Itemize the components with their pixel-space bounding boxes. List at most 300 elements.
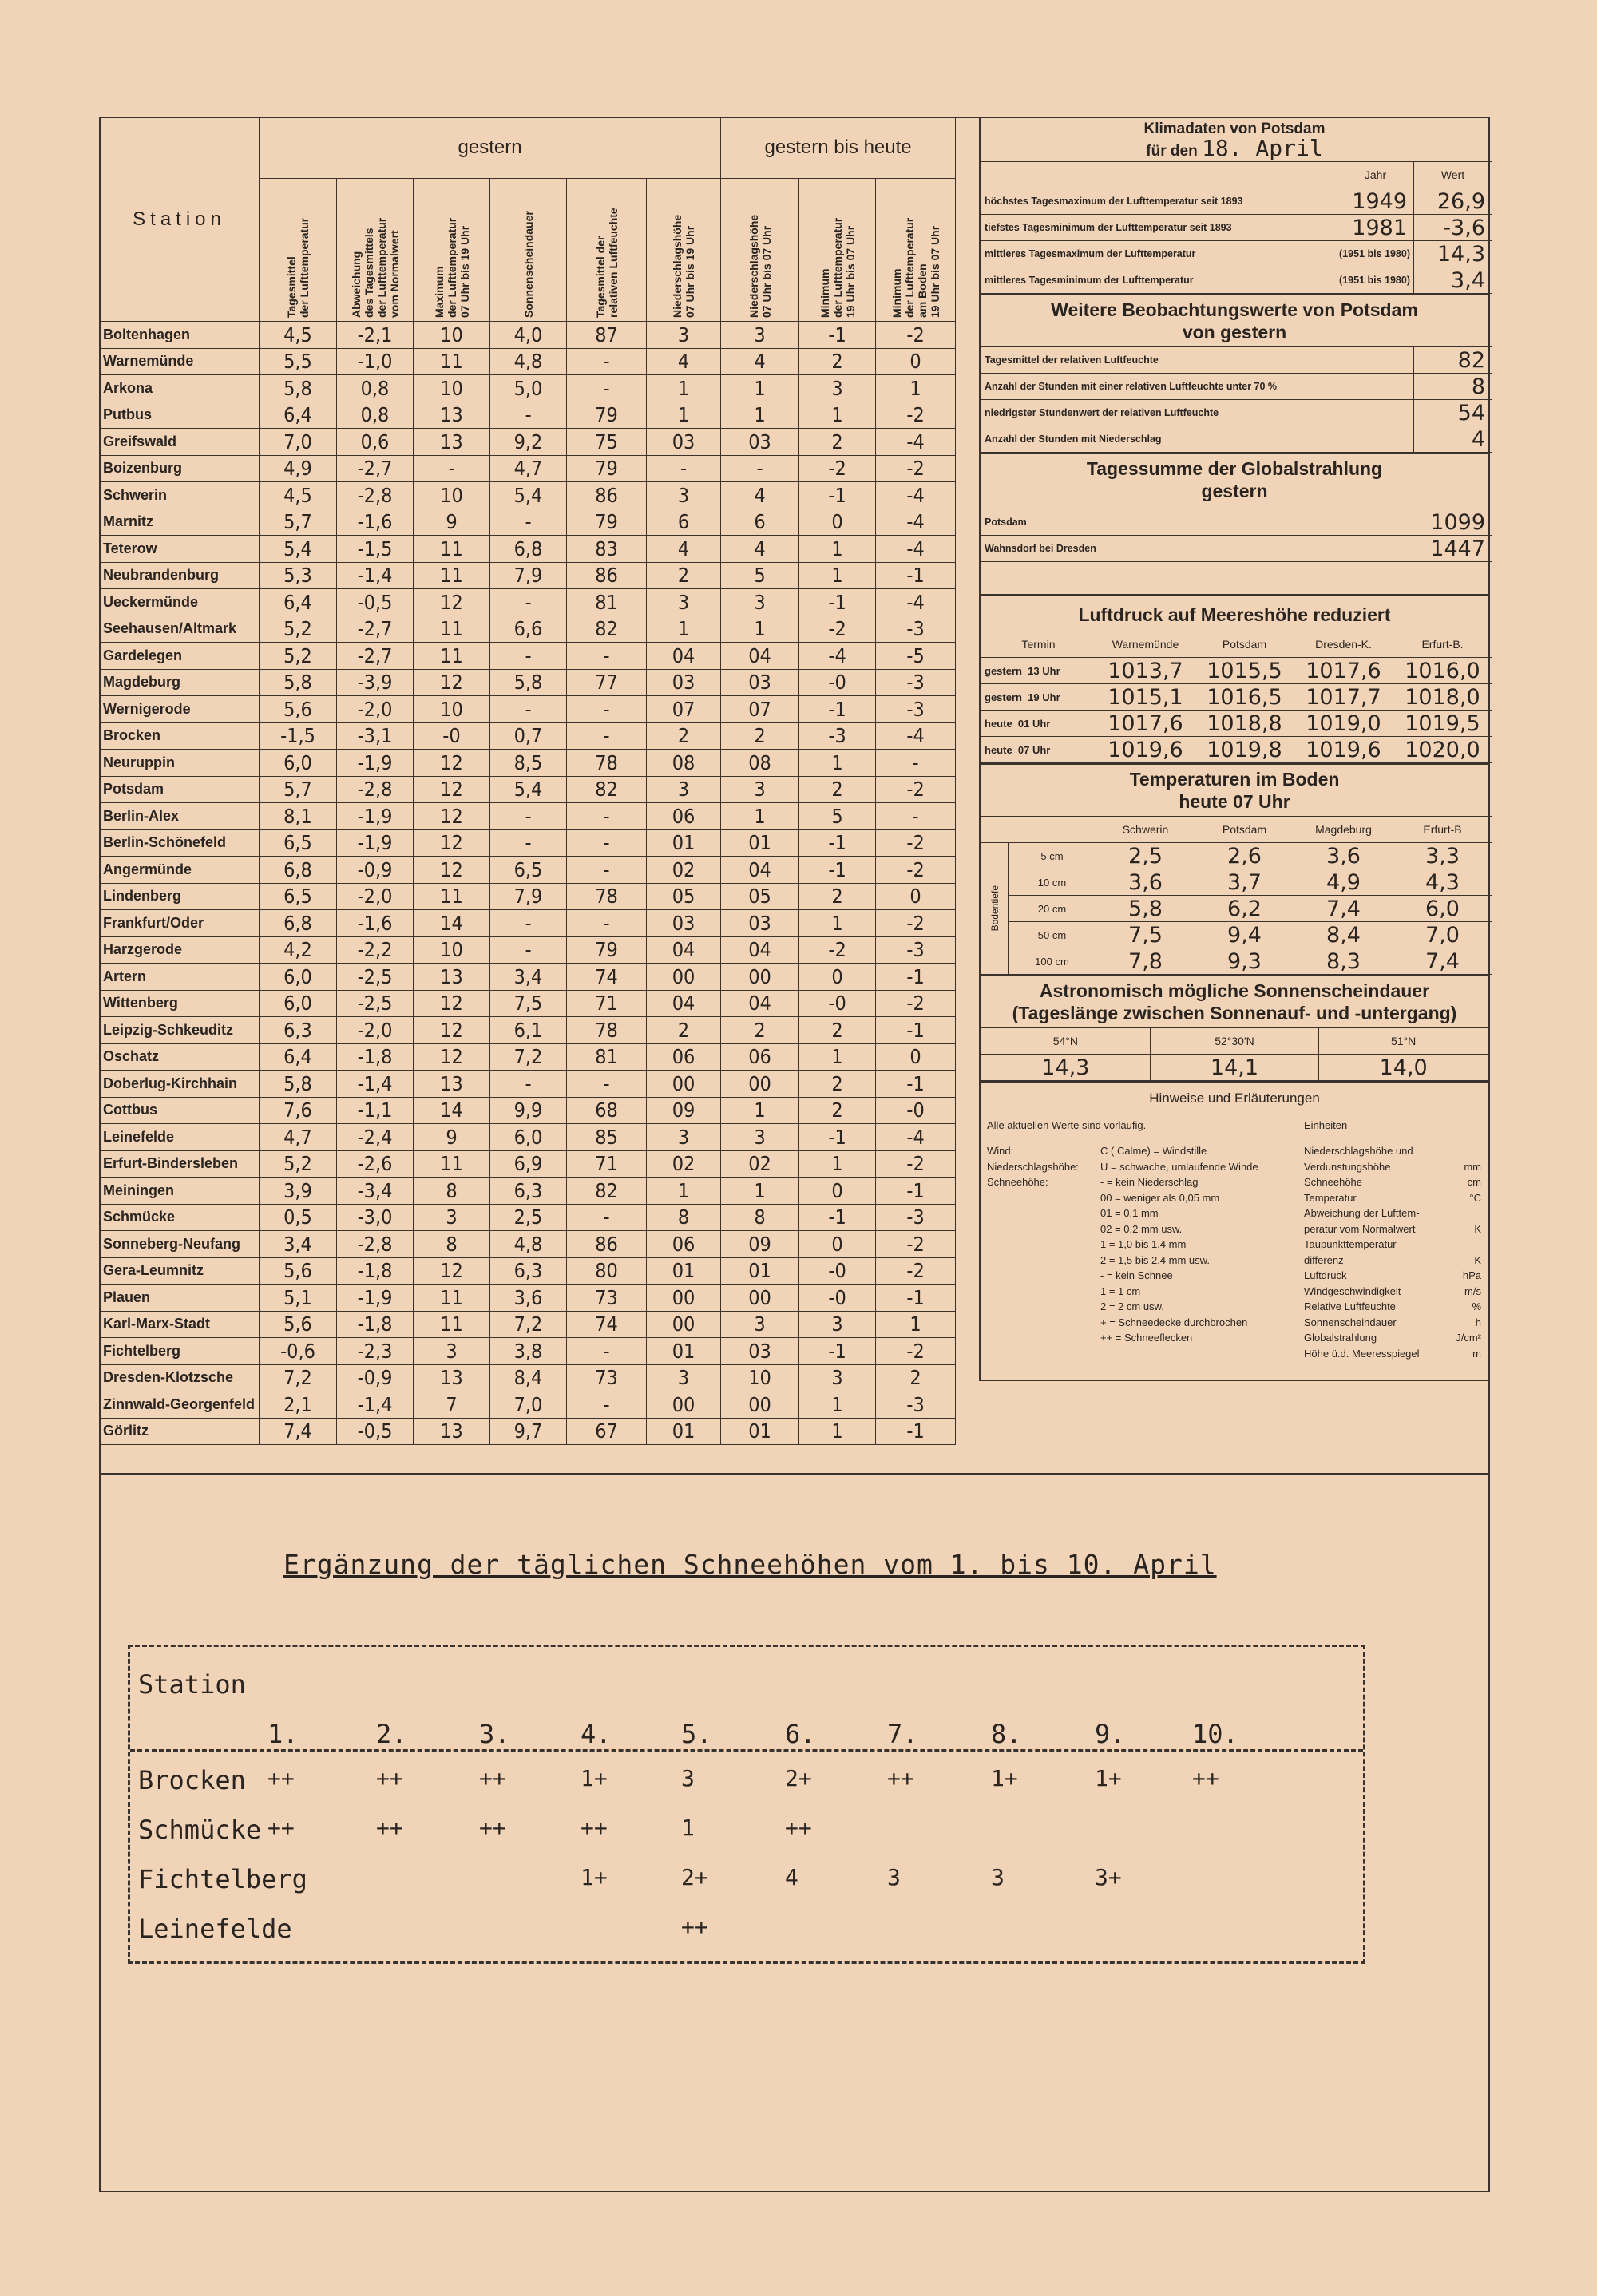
station-value: 5,2 [260,1150,337,1178]
snow-value: ++ [581,1815,608,1841]
unit-symbol: mm [1464,1160,1481,1173]
table-row [100,1204,956,1231]
station-value: 08 [647,750,721,777]
station-value: -1,8 [337,1257,414,1285]
astro-box [979,975,1490,1081]
station-value: 1 [799,750,876,777]
station-value: 80 [567,1257,647,1285]
weitere-value: 54 [1414,400,1492,426]
station-value: 1 [721,1178,799,1205]
table-row [100,375,956,402]
snow-value: 4 [785,1864,798,1890]
station-value: 5,7 [260,776,337,803]
station-value: 04 [721,857,799,884]
station-value: 4,7 [260,1124,337,1151]
luftdruck-value: 1019,6 [1096,737,1195,763]
station-value: -1,9 [337,829,414,857]
astro-latitude: 52°30'N [1150,1028,1319,1055]
station-value: 10 [414,936,490,964]
station-value: -2 [876,1338,956,1365]
station-value: -1,0 [337,348,414,375]
station-value: - [490,402,567,429]
station-value: 6,5 [260,883,337,910]
snow-value: ++ [887,1765,914,1791]
luftdruck-termin: heute 01 Uhr [981,711,1096,737]
station-name: Warnemünde [100,348,260,375]
station-name: Teterow [100,536,260,563]
table-row [100,1364,956,1391]
station-value: 14 [414,910,490,937]
station-value: -2,5 [337,990,414,1017]
unit-row [1304,1268,1481,1284]
column-header [260,179,337,322]
station-name: Leinefelde [100,1124,260,1151]
station-value: 4,7 [490,455,567,482]
unit-row [1304,1205,1481,1221]
luftdruck-value: 1018,8 [1195,711,1294,737]
boden-row [981,896,1492,922]
global-value: 1099 [1337,509,1492,536]
table-row [100,1043,956,1071]
station-value: -2 [876,322,956,349]
station-value: 3 [721,776,799,803]
klima-wert: -3,6 [1414,215,1492,241]
table-row [100,536,956,563]
station-value: 2 [799,1097,876,1124]
station-value: 6 [647,509,721,536]
station-value: 5,8 [260,1071,337,1098]
boden-value: 3,6 [1294,843,1393,869]
station-value: 8 [414,1231,490,1258]
hinweis-item: U = schwache, umlaufende Winde [1100,1160,1258,1173]
station-value: 2,1 [260,1391,337,1419]
station-value: 85 [567,1124,647,1151]
station-value: 00 [647,964,721,991]
station-value: 6,0 [260,750,337,777]
hinweise-intro: Alle aktuellen Werte sind vorläufig. [987,1119,1147,1131]
table-row [100,1071,956,1098]
table-row [100,455,956,482]
luftdruck-header: Termin [981,631,1096,658]
station-value: -2,0 [337,1017,414,1044]
station-value: 12 [414,857,490,884]
station-value: 03 [647,910,721,937]
boden-value: 3,6 [1096,869,1195,896]
station-name: Putbus [100,402,260,429]
boden-title: Temperaturen im Boden [1129,769,1340,790]
hinweis-item: 00 = weniger als 0,05 mm [1100,1191,1220,1204]
station-value: 8,1 [260,803,337,830]
unit-row [1304,1253,1481,1269]
station-value: -2,6 [337,1150,414,1178]
station-value: -1 [876,1017,956,1044]
boden-value: 2,6 [1195,843,1294,869]
station-value: 06 [721,1043,799,1071]
station-value: 67 [567,1418,647,1445]
station-value: -2 [876,1257,956,1285]
station-value: 3 [414,1338,490,1365]
station-value: 2 [799,1017,876,1044]
klima-title: Klimadaten von Potsdam [1143,121,1326,137]
station-value: 02 [647,857,721,884]
snow-value: ++ [376,1815,403,1841]
station-value: 02 [647,1150,721,1178]
unit-symbol: m [1472,1347,1481,1360]
station-value: 10 [414,375,490,402]
station-value: -1,9 [337,803,414,830]
station-value: -4 [799,643,876,670]
station-value: 5,8 [260,669,337,696]
station-value: 3 [414,1204,490,1231]
station-value: 3 [647,322,721,349]
station-value: 2 [647,722,721,750]
unit-label: Temperatur [1304,1191,1357,1204]
global-subtitle: gestern [1201,481,1268,501]
astro-title: Astronomisch mögliche Sonnenscheindauer [1039,980,1430,1001]
station-name: Gera-Leumnitz [100,1257,260,1285]
boden-side-text: Bodentiefe [989,885,1001,932]
snow-value: 1+ [581,1765,608,1791]
boden-value: 4,3 [1393,869,1492,896]
column-header-text: Minimum der Lufttemperatur am Boden 19 Uhr bis 07 Uhr [890,217,941,318]
station-value: 0 [799,1178,876,1205]
station-value: -4 [876,509,956,536]
gestern-bis-heute-header: gestern bis heute [721,117,956,179]
unit-label: Taupunkttemperatur- [1304,1238,1400,1250]
snow-day-header: 4. [581,1719,612,1749]
boden-value: 2,5 [1096,843,1195,869]
station-value: -0 [799,1257,876,1285]
station-value: 11 [414,883,490,910]
station-name: Berlin-Alex [100,803,260,830]
boden-value: 6,0 [1393,896,1492,922]
klima-wert: 3,4 [1414,267,1492,294]
boden-value: 7,0 [1393,922,1492,948]
station-value: 86 [567,562,647,589]
station-value: 13 [414,964,490,991]
boden-value: 9,4 [1195,922,1294,948]
station-value: 8 [647,1204,721,1231]
station-name: Berlin-Schönefeld [100,829,260,857]
station-value: -0 [799,990,876,1017]
station-value: -2,8 [337,776,414,803]
station-value: -1,8 [337,1311,414,1338]
station-value: -3 [876,1204,956,1231]
station-value: -1 [799,1124,876,1151]
station-value: 68 [567,1097,647,1124]
unit-row [1304,1284,1481,1300]
station-value: 4,8 [490,348,567,375]
snow-day-header: 8. [991,1719,1022,1749]
station-value: 04 [647,643,721,670]
station-name: Magdeburg [100,669,260,696]
station-value: 5 [721,562,799,589]
station-value: -3 [876,616,956,643]
station-value: 4,8 [490,1231,567,1258]
boden-subtitle: heute 07 Uhr [1179,791,1290,812]
station-value: -2 [876,910,956,937]
station-value: 9,2 [490,429,567,456]
unit-label: Schneehöhe [1304,1176,1363,1188]
table-row [100,1391,956,1419]
station-value: - [567,643,647,670]
station-value: -1 [876,1418,956,1445]
snow-value: ++ [785,1815,812,1841]
station-header: Station [100,117,260,322]
station-value: 0 [876,1043,956,1071]
station-value: - [490,643,567,670]
unit-symbol: °C [1469,1191,1481,1204]
station-value: - [490,803,567,830]
station-name: Karl-Marx-Stadt [100,1311,260,1338]
station-value: 01 [721,1418,799,1445]
table-row [100,936,956,964]
station-value: -1,5 [337,536,414,563]
station-value: 13 [414,402,490,429]
station-value: 3,4 [490,964,567,991]
table-row [100,722,956,750]
unit-label: Sonnenscheindauer [1304,1316,1397,1328]
column-header-text: Sonnenscheindauer [521,211,535,318]
station-value: -0 [876,1097,956,1124]
station-value: 1 [799,402,876,429]
station-value: -0,9 [337,1364,414,1391]
table-row [100,1418,956,1445]
snow-value: ++ [681,1914,708,1940]
station-value: 10 [414,322,490,349]
station-value: 78 [567,1017,647,1044]
table-row [100,1338,956,1365]
station-value: 3 [799,1311,876,1338]
luftdruck-value: 1018,0 [1393,684,1492,711]
klima-date: 18. April [1201,135,1323,161]
station-value: 03 [721,429,799,456]
weitere-subtitle: von gestern [1182,322,1287,342]
snow-day-header: 5. [681,1719,712,1749]
station-value: -2,2 [337,936,414,964]
station-value: 5,8 [490,669,567,696]
station-value: 6,8 [260,857,337,884]
station-value: 8 [721,1204,799,1231]
boden-value: 7,8 [1096,948,1195,975]
unit-label: differenz [1304,1253,1344,1266]
station-value: -0,9 [337,857,414,884]
station-value: 9,7 [490,1418,567,1445]
station-value: 0,5 [260,1204,337,1231]
station-value: 6,0 [260,990,337,1017]
station-value: 6,4 [260,402,337,429]
luftdruck-value: 1015,5 [1195,658,1294,684]
unit-row [1304,1190,1481,1206]
station-value: 6,8 [260,910,337,937]
station-value: 1 [799,562,876,589]
station-value: 6 [721,509,799,536]
column-header [876,179,956,322]
station-value: 74 [567,1311,647,1338]
luftdruck-value: 1016,5 [1195,684,1294,711]
station-value: 9 [414,1124,490,1151]
station-value: 5,8 [260,375,337,402]
station-value: -2 [876,455,956,482]
hinweise-title: Hinweise und Erläuterungen [1149,1091,1320,1106]
klima-row [981,241,1492,267]
station-value: 73 [567,1285,647,1312]
station-value: 12 [414,803,490,830]
station-value: 5,4 [260,536,337,563]
klima-period: (1951 bis 1980) [1339,248,1410,259]
station-value: -0 [414,722,490,750]
luftdruck-header: Warnemünde [1096,631,1195,658]
klima-label-text: höchstes Tagesmaximum der Lufttemperatur seit 1893 [985,196,1243,207]
station-name: Wernigerode [100,696,260,723]
snow-day-header: 1. [267,1719,299,1749]
luftdruck-box [979,594,1490,763]
station-value: -2 [876,402,956,429]
station-value: -1,6 [337,509,414,536]
unit-row [1304,1221,1481,1237]
station-name: Doberlug-Kirchhain [100,1071,260,1098]
column-header [721,179,799,322]
table-row [100,509,956,536]
luftdruck-value: 1013,7 [1096,658,1195,684]
station-value: 6,5 [490,857,567,884]
snow-value: 2+ [681,1864,708,1890]
station-value: 2 [647,1017,721,1044]
table-row [100,402,956,429]
station-value: -2,8 [337,1231,414,1258]
station-name: Plauen [100,1285,260,1312]
station-name: Sonneberg-Neufang [100,1231,260,1258]
station-value: 03 [721,669,799,696]
table-row [100,1257,956,1285]
snow-value: 3 [887,1864,901,1890]
station-value: 3 [799,375,876,402]
station-value: 07 [721,696,799,723]
station-value: -0,5 [337,1418,414,1445]
station-value: 04 [647,990,721,1017]
unit-label: Niederschlagshöhe und [1304,1145,1413,1157]
station-value: -1,4 [337,562,414,589]
station-value: 5,0 [490,375,567,402]
station-value: -2 [876,990,956,1017]
station-name: Arkona [100,375,260,402]
table-row [100,322,956,349]
station-value: - [490,936,567,964]
hinweis-item: 2 = 1,5 bis 2,4 mm usw. [1100,1253,1210,1266]
snow-day-header: 6. [785,1719,816,1749]
station-value: 7,2 [490,1311,567,1338]
station-name: Schwerin [100,482,260,509]
boden-value: 8,3 [1294,948,1393,975]
column-header [647,179,721,322]
snow-station-name: Leinefelde [138,1914,292,1944]
table-row [100,1017,956,1044]
luftdruck-header: Erfurt-B. [1393,631,1492,658]
station-value: -1 [799,1338,876,1365]
table-row [100,1311,956,1338]
luftdruck-value: 1019,6 [1294,737,1393,763]
unit-row [1304,1174,1481,1190]
station-name: Schmücke [100,1204,260,1231]
einheiten-title: Einheiten [1304,1119,1348,1131]
station-value: 78 [567,883,647,910]
station-value: -4 [876,482,956,509]
station-value: -1 [799,589,876,616]
station-value: 0,6 [337,429,414,456]
station-value: 3 [721,322,799,349]
column-header-text: Maximum der Lufttemperatur 07 Uhr bis 19 Uhr [432,217,471,318]
station-value: -2,0 [337,883,414,910]
station-value: - [490,829,567,857]
unit-label: peratur vom Normalwert [1304,1222,1416,1235]
station-value: 00 [721,964,799,991]
luftdruck-value: 1015,1 [1096,684,1195,711]
snow-value: ++ [1192,1765,1219,1791]
snow-value: 3 [681,1765,695,1791]
column-header-text: Niederschlagshöhe 07 Uhr bis 07 Uhr [747,214,773,318]
gestern-header: gestern [260,117,721,179]
station-value: -1 [876,1285,956,1312]
station-value: 09 [721,1231,799,1258]
klima-jahr: 1949 [1337,188,1414,215]
weitere-title: Weitere Beobachtungswerte von Potsdam [1051,299,1418,320]
station-value: 5,7 [260,509,337,536]
station-value: 3 [647,1364,721,1391]
station-name: Seehausen/Altmark [100,616,260,643]
station-value: 1 [647,1178,721,1205]
klima-col-jahr: Jahr [1337,162,1414,188]
right-panel [979,117,1490,1381]
station-value: 01 [647,1257,721,1285]
station-name: Dresden-Klotzsche [100,1364,260,1391]
station-value: - [567,857,647,884]
station-value: 4 [647,536,721,563]
station-value: 00 [647,1285,721,1312]
station-value: 04 [721,936,799,964]
luftdruck-title: Luftdruck auf Meereshöhe reduziert [1078,604,1391,625]
snow-value: 1+ [991,1765,1018,1791]
station-value: 4,5 [260,482,337,509]
station-name: Boizenburg [100,455,260,482]
station-value: -4 [876,429,956,456]
weitere-label: Tagesmittel der relativen Luftfeuchte [981,347,1414,374]
station-value: 0,7 [490,722,567,750]
station-value: -3 [876,669,956,696]
station-value: -2 [799,455,876,482]
station-value: - [567,696,647,723]
weitere-value: 4 [1414,426,1492,453]
hinweise-box [979,1081,1490,1381]
station-value: -3,0 [337,1204,414,1231]
station-value: -3,4 [337,1178,414,1205]
station-value: 8,5 [490,750,567,777]
boden-row [981,843,1492,869]
global-row [981,536,1492,562]
unit-symbol: m/s [1464,1285,1481,1297]
station-name: Brocken [100,722,260,750]
station-value: 2 [799,776,876,803]
klima-label [981,215,1337,241]
station-value: 12 [414,669,490,696]
station-value: 01 [721,829,799,857]
station-value: 5,1 [260,1285,337,1312]
station-name: Neubrandenburg [100,562,260,589]
luftdruck-value: 1017,7 [1294,684,1393,711]
weitere-box [979,294,1490,453]
station-value: 3 [721,589,799,616]
station-name: Boltenhagen [100,322,260,349]
station-value: 03 [721,1338,799,1365]
